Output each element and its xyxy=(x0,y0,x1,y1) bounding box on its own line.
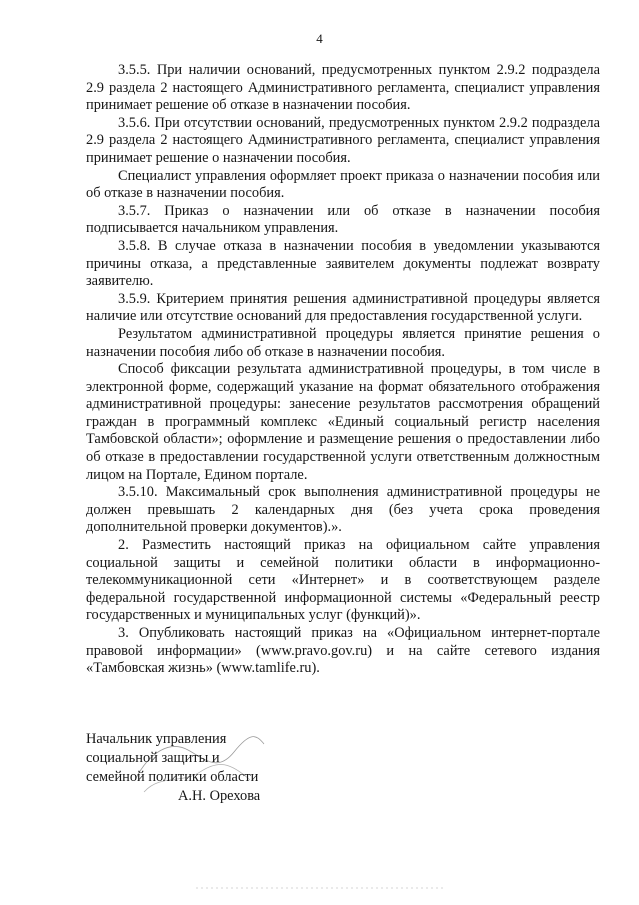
signatory-name: А.Н. Орехова xyxy=(178,788,261,804)
paragraph-result: Результатом административной процедуры является принятие решения о назначении пособия либо об отказе в назначении пособия. xyxy=(86,325,600,360)
signature-title-line: семейной политики области xyxy=(86,769,259,785)
paragraph-3-5-9: 3.5.9. Критерием принятия решения административной процедуры является наличие или отсутствие оснований для предоставления государственной услуги. xyxy=(86,290,600,325)
paragraph-3-5-10: 3.5.10. Максимальный срок выполнения административной процедуры не должен превышать 2 календарных дня (без учета срока проведения дополнительной проверки документов).». xyxy=(86,484,600,536)
document-body xyxy=(86,62,600,678)
signature-title-line: Начальник управления xyxy=(86,731,227,747)
paragraph-3-5-8: 3.5.8. В случае отказа в назначении пособия в уведомлении указываются причины отказа, а представленные заявителем документы подлежат возврату заявителю. xyxy=(86,237,600,290)
paragraph-3-5-6: 3.5.6. При отсутствии оснований, предусмотренных пунктом 2.9.2 подраздела 2.9 раздела 2 настоящего Административного регламента, специалист управления принимает решение о назначении пособия. xyxy=(86,114,600,166)
signature-block xyxy=(86,730,386,806)
paragraph-fixation-method: Способ фиксации результата административной процедуры, в том числе в электронной форме, содержащий указание на формат обязательного отображения административной процедуры: занесение результатов рассмотрения обращений граждан в программный комплекс «Единый социальный регистр населения Тамбовской области»; оформление и размещение решения о предоставлении либо об отказе в предоставлении государственной услуги ответственным должностным лицом на Портале, Едином портале. xyxy=(86,361,600,483)
signature-title-line: социальной защиты и xyxy=(86,750,220,766)
paragraph-item-3: 3. Опубликовать настоящий приказ на «Официальном интернет-портале правовой информации» (www.pravo.gov.ru) и на сайте сетевого издания «Тамбовская жизнь» (www.tamlife.ru). xyxy=(86,625,600,677)
paragraph-draft-order: Специалист управления оформляет проект приказа о назначении пособия или об отказе в назначении пособия. xyxy=(86,167,600,202)
paragraph-3-5-5: 3.5.5. При наличии оснований, предусмотренных пунктом 2.9.2 подраздела 2.9 раздела 2 настоящего Административного регламента, специалист управления принимает решение об отказе в назначении пособия. xyxy=(86,62,600,114)
paragraph-item-2: 2. Разместить настоящий приказ на официальном сайте управления социальной защиты и семейной политики области в информационно-телекоммуникационной сети «Интернет» и в соответствующем разделе федеральной государственной информационной системы «Федеральный реестр государственных и муниципальных услуг (функций)». xyxy=(86,537,600,624)
page-number: 4 xyxy=(316,31,323,46)
scan-artifact xyxy=(196,884,446,892)
paragraph-3-5-7: 3.5.7. Приказ о назначении или об отказе в назначении пособия подписывается начальником управления. xyxy=(86,202,600,237)
